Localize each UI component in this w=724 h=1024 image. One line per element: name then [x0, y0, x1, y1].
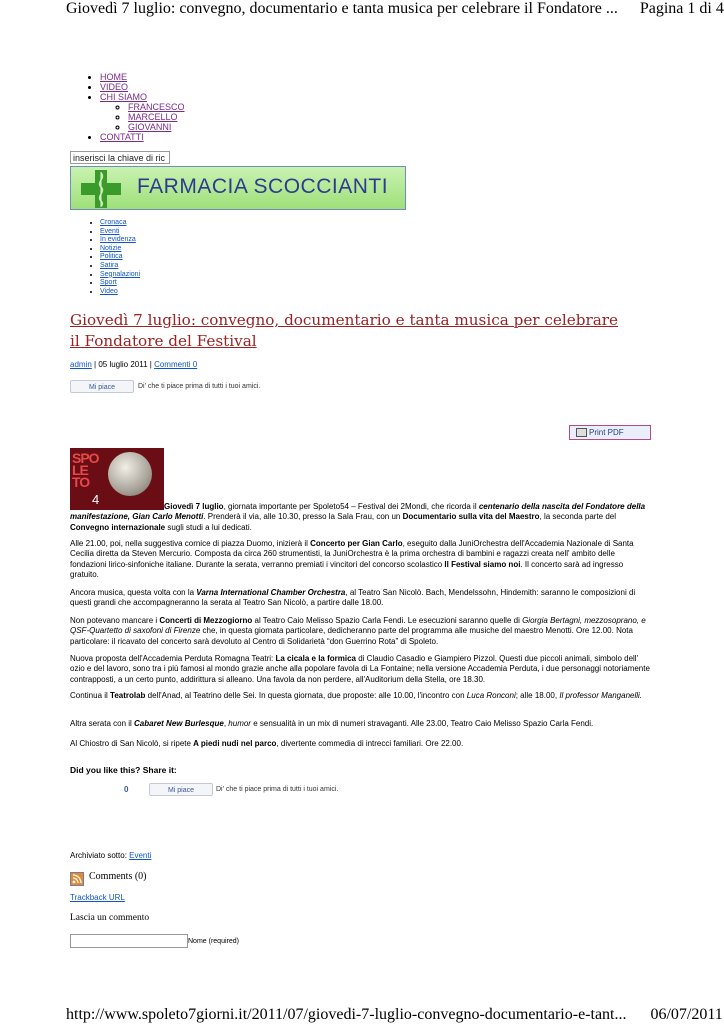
footer-url: http://www.spoleto7giorni.it/2011/07/giovedi-7-luglio-convegno-documentario-e-tant...	[66, 1006, 627, 1023]
leave-comment-heading: Lascia un commento	[70, 913, 150, 923]
print-header	[66, 0, 724, 18]
header-page-number: Pagina 1 di 4	[639, 0, 724, 17]
paragraph-2: Alle 21.00, poi, nella suggestiva cornice di piazza Duomo, inizierà il Concerto per Gian Carlo, eseguito dalla JuniOrchestra dell'Accademia Nazionale di Santa Cecilia diretta da Steven Mercurio. Composta da circa 260 strumentisti, la JuniOrchestra è la prima orchestra di bambini e ragazzi creata nell' ambito delle fondazioni lirico-sinfoniche italiane. Durante la serata, verranno premiati i vincitori del concorso scolastico Il Festival siamo noi. Il concerto sarà ad ingresso gratuito.	[70, 539, 634, 580]
paragraph-6: Continua il Teatrolab dell'Anad, al Teatrino delle Sei. In questa giornata, due proposte: alle 10.00, l'incontro con Luca Ronconi; alle 18.00, Il professor Manganelli.	[70, 691, 643, 700]
article-meta	[70, 360, 197, 369]
pharmacy-cross-icon	[81, 170, 121, 208]
paragraph-5: Nuova proposta dell'Accademia Perduta Romagna Teatri: La cicala e la formica di Claudio Casadio e Giampiero Pizzol. Questi due piccoli animali, simbolo dell' ozio e del lavoro, sono tra i più famosi al mondo grazie anche alla popolare favola di La Fontaine; nella versione Accademia Perduta, i due personaggi notoriamente contrapposti, a un certo punto, addirittura si alleano. Una favola da non perdere, all'Auditorium della Stella, ore 18.30.	[70, 654, 650, 684]
author-link[interactable]: admin	[70, 360, 92, 369]
print-pdf-button[interactable]	[569, 425, 651, 440]
poster-number: 4	[92, 492, 100, 507]
printer-icon	[576, 428, 587, 437]
rss-icon[interactable]	[70, 872, 84, 886]
archived-category-link[interactable]: Eventi	[129, 851, 152, 860]
paragraph-1: Giovedì 7 luglio, giornata importante per Spoleto54 – Festival dei 2Mondi, che ricorda il centenario della nascita del Fondatore della manifestazione, Gian Carlo Menotti. Prenderà il via, alle 10.30, presso la Sala Frau, con un Documentario sulla vita del Maestro, la seconda parte del Convegno internazionale sugli studi a lui dedicati.	[70, 502, 646, 532]
header-title: Giovedì 7 luglio: convegno, documentario e tanta musica per celebrare il Fondatore ...	[66, 0, 618, 17]
nav-home[interactable]: HOME	[100, 72, 127, 82]
category-in-evidenza[interactable]: In evidenza	[100, 236, 136, 244]
category-eventi[interactable]: Eventi	[100, 227, 120, 235]
archived-under	[70, 851, 151, 860]
paragraph-7: Altra serata con il Cabaret New Burlesque, humor e sensualità in un mix di numeri stravaganti. Alle 23.00, Teatro Caio Melisso Spazio Carla Fendi.	[70, 719, 594, 728]
nav-chi-siamo[interactable]: CHI SIAMO	[100, 92, 148, 102]
share-count: 0	[124, 785, 129, 794]
share-like-prompt: Di' che ti piace prima di tutti i tuoi amici.	[216, 786, 339, 793]
category-cronaca[interactable]: Cronaca	[100, 219, 127, 226]
comments-link[interactable]: Commenti 0	[154, 360, 198, 369]
share-like-button[interactable]: Mi piace	[149, 783, 213, 796]
footer-date: 06/07/2011	[650, 1006, 723, 1023]
nav-video[interactable]: VIDEO	[100, 82, 129, 92]
farmacia-banner[interactable]	[70, 166, 406, 210]
paragraph-8: Al Chiostro di San Nicolò, si ripete A piedi nudi nel parco, divertente commedia di intrecci familiari. Ore 22.00.	[70, 739, 464, 748]
like-prompt: Di' che ti piace prima di tutti i tuoi amici.	[138, 383, 261, 390]
print-pdf-label: Print PDF	[589, 428, 624, 437]
category-sport[interactable]: Sport	[100, 279, 117, 287]
paragraph-4: Non potevano mancare i Concerti di Mezzogiorno al Teatro Caio Melisso Spazio Carla Fendi. Le esecuzioni saranno quelle di Giorgia Bertagni, mezzosoprano, e QSF-Quartetto di saxofoni di Firenze che, in questa giornata particolare, dedicheranno parte del programma alle musiche del maestro Menotti. Ore 12.00. Nota particolare: il ricavato del concerto sarà devoluto al Centro di Solidarietà “don Guerrino Rota” di Spoleto.	[70, 616, 646, 646]
article-title[interactable]: Giovedì 7 luglio: convegno, documentario e tanta musica per celebrare il Fondatore del Festival	[70, 311, 619, 350]
category-notizie[interactable]: Notizie	[100, 244, 122, 252]
category-politica[interactable]: Politica	[100, 253, 123, 261]
nav-sub-francesco[interactable]: FRANCESCO	[128, 102, 185, 112]
festival-poster	[70, 448, 164, 510]
comments-count: Comments (0)	[89, 871, 147, 882]
nav-contatti[interactable]: CONTATTI	[100, 132, 144, 142]
category-satira[interactable]: Satira	[100, 261, 119, 269]
main-nav	[100, 72, 185, 142]
like-button[interactable]: Mi piace	[70, 380, 134, 393]
banner-text: FARMACIA SCOCCIANTI	[137, 175, 389, 198]
name-input[interactable]	[70, 934, 188, 948]
poster-text-1: SPO	[72, 450, 99, 466]
nav-sub-giovanni[interactable]: GIOVANNI	[128, 122, 172, 132]
archived-label: Archiviato sotto:	[70, 851, 130, 860]
category-segnalazioni[interactable]: Segnalazioni	[100, 270, 141, 278]
poster-text-2: LE	[72, 462, 88, 478]
name-label: Nome (required)	[188, 938, 239, 945]
nav-sub-marcello[interactable]: MARCELLO	[128, 112, 178, 122]
category-list	[100, 219, 140, 296]
search-input[interactable]: inserisci la chiave di ric	[70, 151, 170, 164]
article-date: | 05 luglio 2011 |	[91, 360, 155, 369]
share-title: Did you like this? Share it:	[70, 765, 177, 775]
paragraph-3: Ancora musica, questa volta con la Varna International Chamber Orchestra, al Teatro San Nicolò. Bach, Mendelssohn, Hindemith: saranno le composizioni di questi grandi che accompagneranno la serata al Teatro San Nicolò, a partire dalle 18.00.	[70, 588, 636, 608]
poster-moon	[108, 452, 152, 496]
poster-text-3: TO	[72, 474, 90, 490]
trackback-link[interactable]: Trackback URL	[70, 893, 125, 902]
print-footer	[66, 1006, 723, 1024]
category-video[interactable]: Video	[100, 287, 118, 295]
